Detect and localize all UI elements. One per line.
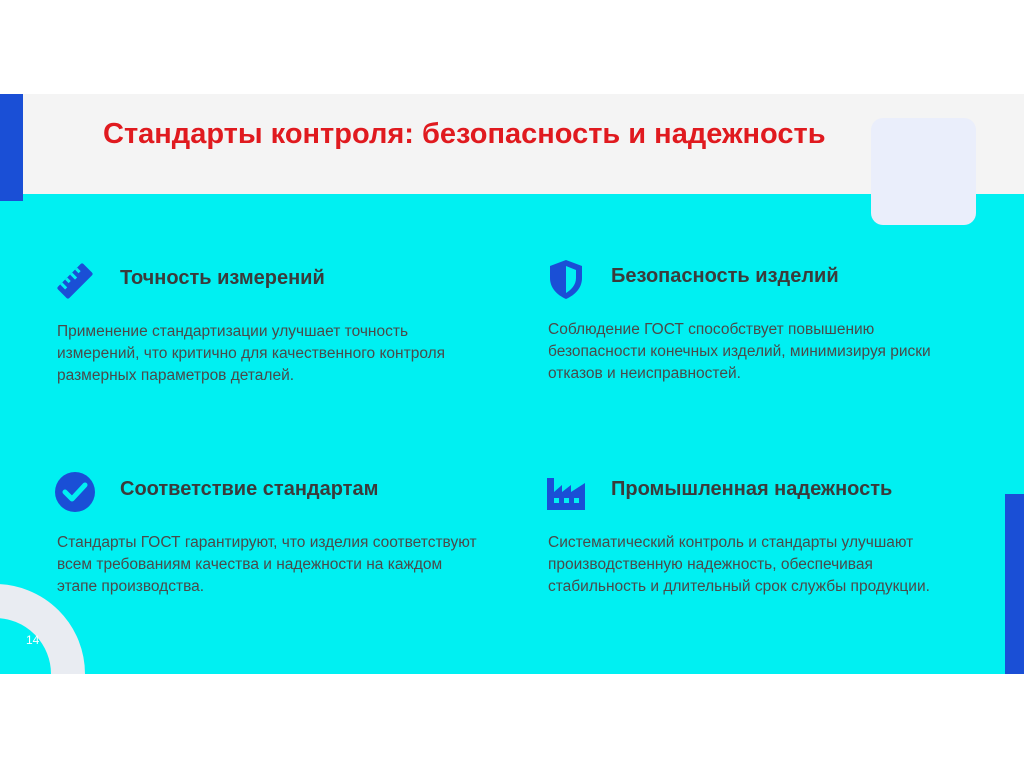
page-number: 14 <box>26 633 40 647</box>
card-text: Применение стандартизации улучшает точность измерений, что критично для качественного контроля размерных параметров деталей. <box>57 323 446 384</box>
card-heading: Безопасность изделий <box>611 265 839 287</box>
left-accent-bar <box>0 94 23 201</box>
slide-title: Стандарты контроля: безопасность и надежность <box>103 118 826 150</box>
card-heading: Промышленная надежность <box>611 478 893 500</box>
slide <box>0 94 1024 674</box>
card-heading: Точность измерений <box>120 267 325 289</box>
decorative-square <box>871 118 976 225</box>
ruler-icon <box>53 259 97 303</box>
right-accent-bar <box>1005 494 1024 674</box>
card-text: Стандарты ГОСТ гарантируют, что изделия соответствуют всем требованиям качества и надежности на каждом этапе производства. <box>57 534 477 595</box>
factory-icon <box>544 470 588 514</box>
check-circle-icon <box>53 470 97 514</box>
card-text: Систематический контроль и стандарты улучшают производственную надежность, обеспечивая стабильность и длительный срок службы продукции. <box>548 534 930 595</box>
card-heading: Соответствие стандартам <box>120 478 379 500</box>
shield-icon <box>544 257 588 301</box>
card-text: Соблюдение ГОСТ способствует повышению безопасности конечных изделий, минимизируя риски отказов и неисправностей. <box>548 321 931 382</box>
